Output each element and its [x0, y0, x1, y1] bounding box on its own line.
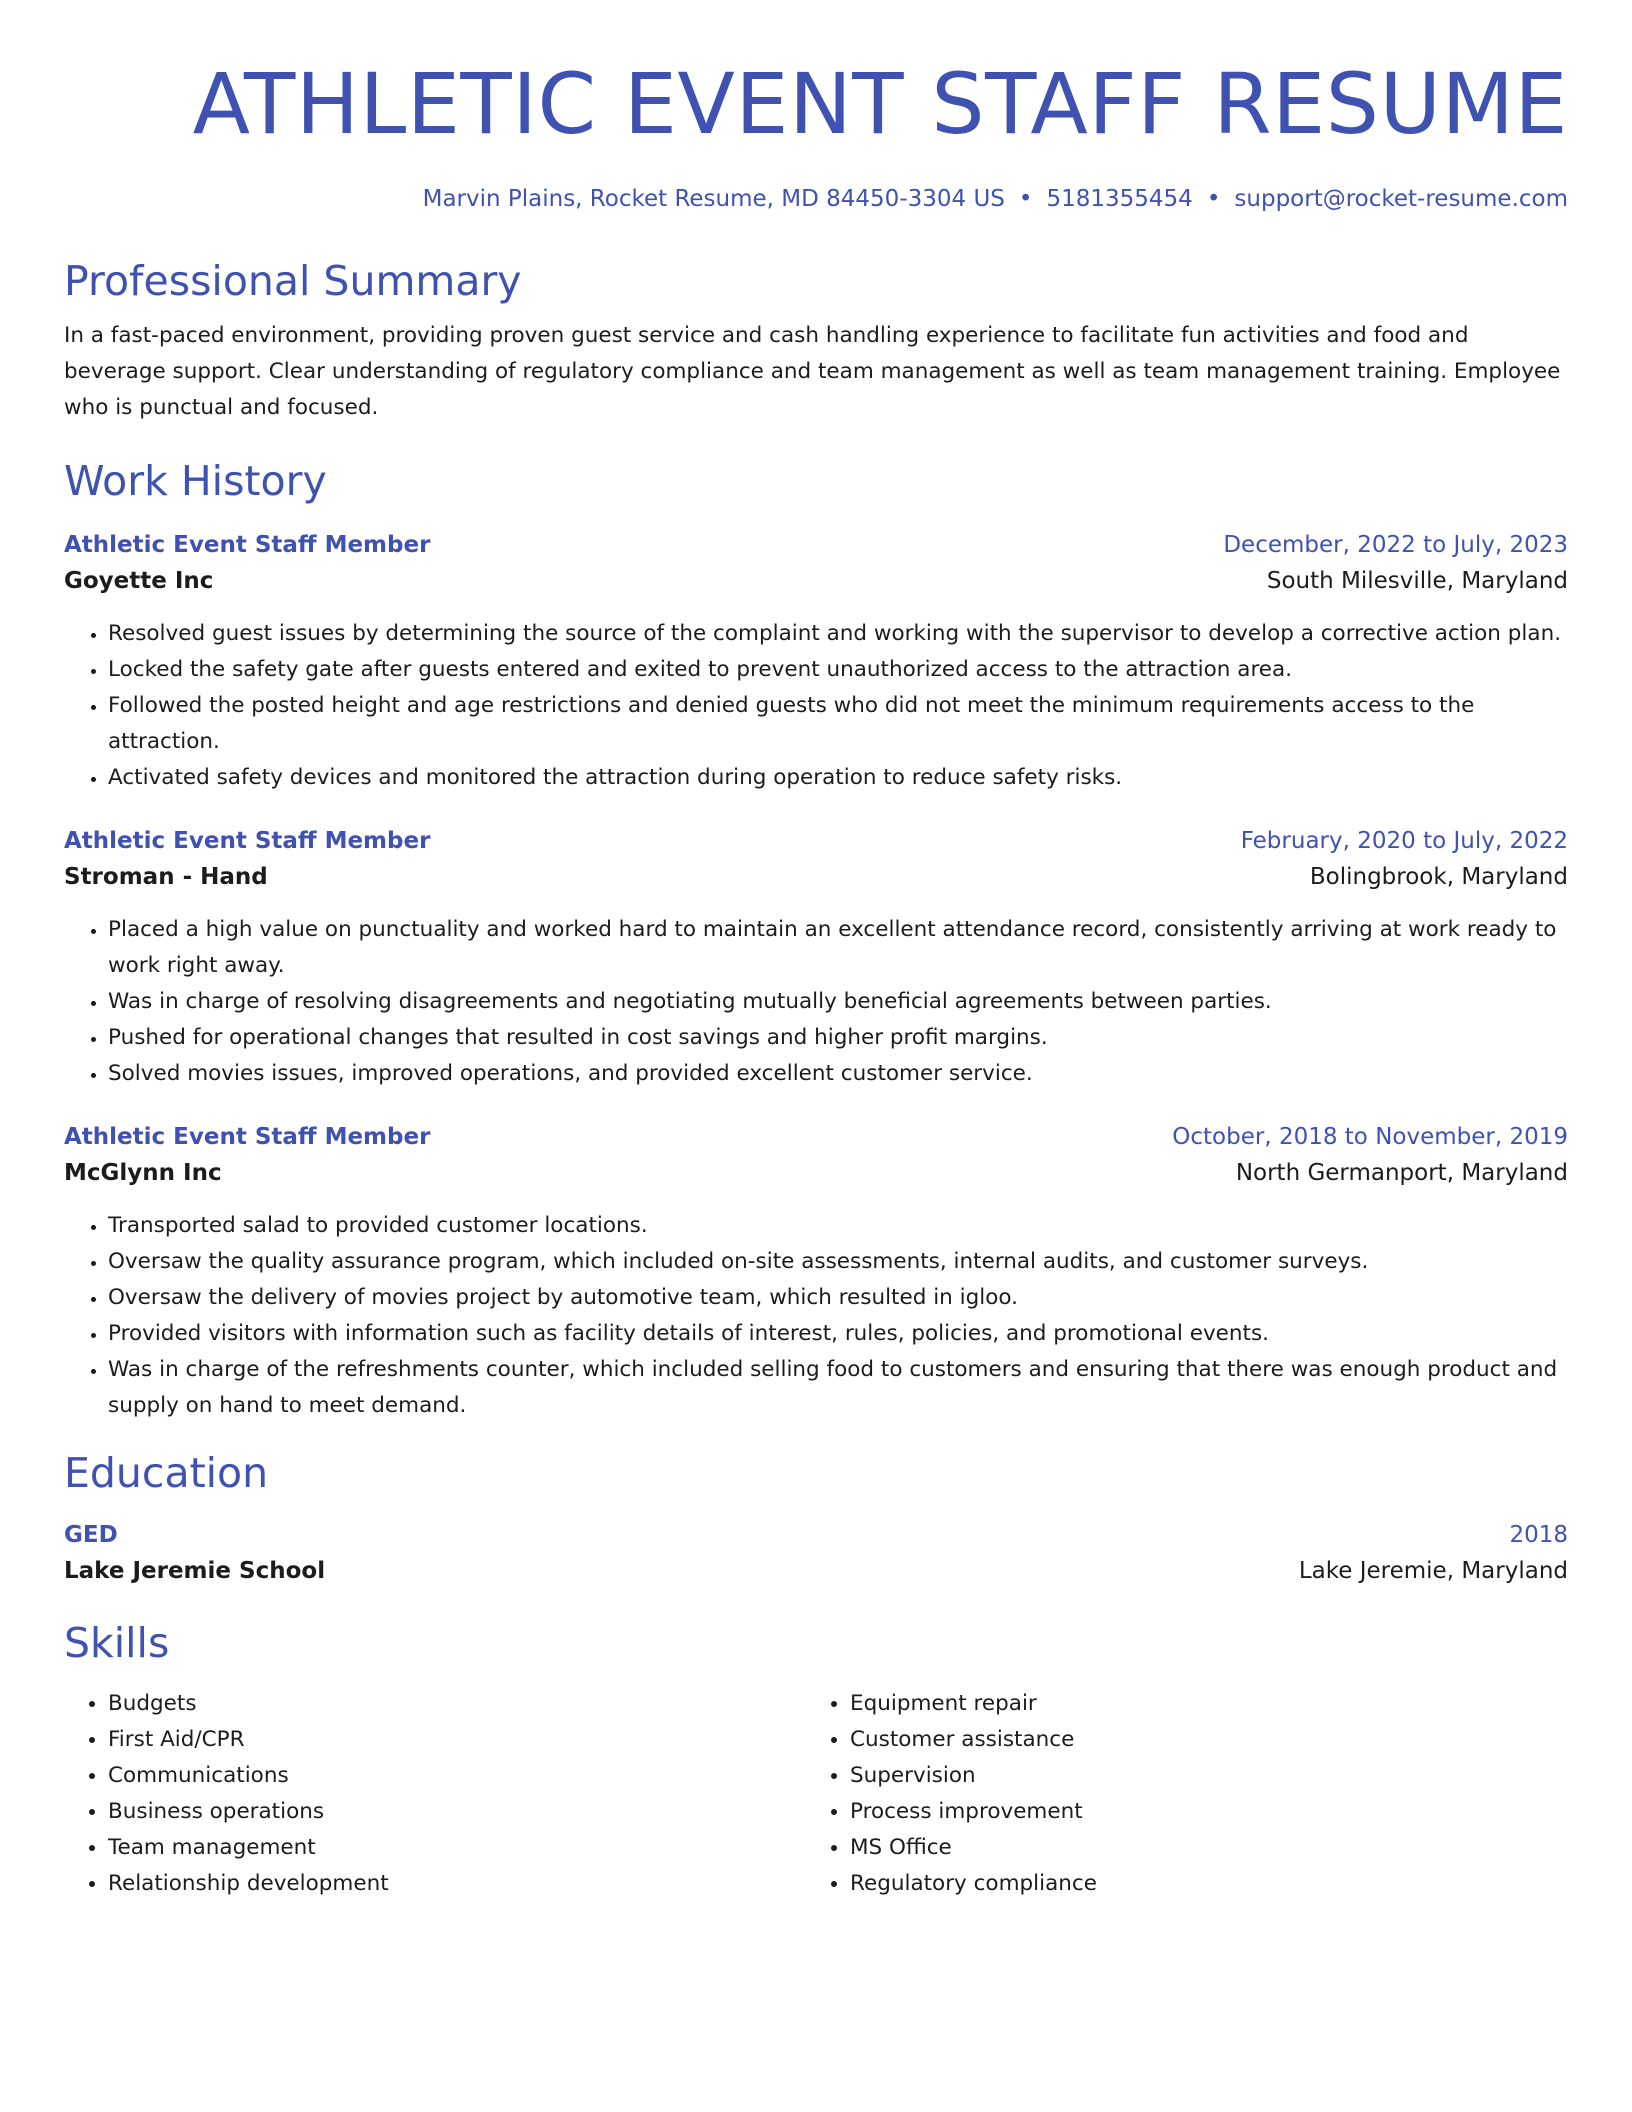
education-location: Lake Jeremie, Maryland	[1298, 1558, 1568, 1584]
job-duty: • Provided visitors with information such as facility details of interest, rules, policies, and promotional events.	[108, 1316, 1568, 1352]
skill-item: • Customer assistance	[850, 1722, 1548, 1758]
education-entry	[64, 1518, 1568, 1590]
resume-title: ATHLETIC EVENT STAFF RESUME	[192, 55, 1568, 153]
summary-text: In a fast-paced environment, providing proven guest service and cash handling experience to facilitate fun activities and food and beverage support. Clear understanding of regulatory compliance and team management as well as team management training. Employee who is punctual and focused.	[64, 323, 1561, 420]
job-duty: • Pushed for operational changes that resulted in cost savings and higher profit margins.	[108, 1020, 1568, 1056]
job-duties	[64, 912, 1568, 1092]
job-company: Stroman - Hand	[64, 864, 268, 890]
job-duty: • Was in charge of the refreshments counter, which included selling food to customers and ensuring that there was enough product and supply on hand to meet demand.	[108, 1352, 1568, 1424]
contact-email[interactable]: support@rocket-resume.com	[1234, 186, 1568, 212]
job-company: McGlynn Inc	[64, 1160, 222, 1186]
job-duties	[64, 1208, 1568, 1424]
skill-item: • Communications	[108, 1758, 806, 1794]
job-duty: • Locked the safety gate after guests entered and exited to prevent unauthorized access to the attraction area.	[108, 652, 1568, 688]
contact-separator: •	[1018, 186, 1033, 212]
skill-item: • Supervision	[850, 1758, 1548, 1794]
job-duty: • Activated safety devices and monitored the attraction during operation to reduce safety risks.	[108, 760, 1568, 796]
skill-item: • Team management	[108, 1830, 806, 1866]
skills-list-left	[64, 1686, 806, 1902]
skills-columns	[64, 1686, 1568, 1902]
job-duty: • Oversaw the delivery of movies project by automotive team, which resulted in igloo.	[108, 1280, 1568, 1316]
contact-separator: •	[1206, 186, 1221, 212]
skill-item: • Equipment repair	[850, 1686, 1548, 1722]
job-location: South Milesville, Maryland	[1266, 568, 1568, 594]
job-dates: December, 2022 to July, 2023	[1223, 532, 1568, 558]
job-duty: • Resolved guest issues by determining the source of the complaint and working with the supervisor to develop a corrective action plan.	[108, 616, 1568, 652]
job-duty: • Solved movies issues, improved operations, and provided excellent customer service.	[108, 1056, 1568, 1092]
job-duty: • Oversaw the quality assurance program, which included on-site assessments, internal audits, and customer surveys.	[108, 1244, 1568, 1280]
job-role: Athletic Event Staff Member	[64, 1124, 431, 1150]
job-duty: • Placed a high value on punctuality and worked hard to maintain an excellent attendance record, consistently arriving at work ready to work right away.	[108, 912, 1568, 984]
job-entry	[64, 1120, 1568, 1424]
contact-phone: 5181355454	[1046, 186, 1193, 212]
job-duty: • Followed the posted height and age restrictions and denied guests who did not meet the minimum requirements access to the attraction.	[108, 688, 1568, 760]
education-school: Lake Jeremie School	[64, 1558, 326, 1584]
skill-item: • Process improvement	[850, 1794, 1548, 1830]
job-entry	[64, 824, 1568, 1092]
job-dates: February, 2020 to July, 2022	[1240, 828, 1568, 854]
job-duty: • Transported salad to provided customer locations.	[108, 1208, 1568, 1244]
job-entry	[64, 528, 1568, 796]
skill-item: • Regulatory compliance	[850, 1866, 1548, 1902]
skill-item: • First Aid/CPR	[108, 1722, 806, 1758]
job-duties	[64, 616, 1568, 796]
job-duty: • Was in charge of resolving disagreements and negotiating mutually beneficial agreements between parties.	[108, 984, 1568, 1020]
job-role: Athletic Event Staff Member	[64, 532, 431, 558]
skill-item: • Budgets	[108, 1686, 806, 1722]
contact-address: Marvin Plains, Rocket Resume, MD 84450-3304 US	[422, 186, 1005, 212]
education-degree: GED	[64, 1522, 118, 1548]
skill-item: • Business operations	[108, 1794, 806, 1830]
job-dates: October, 2018 to November, 2019	[1172, 1124, 1568, 1150]
education-heading: Education	[64, 1449, 269, 1497]
job-location: North Germanport, Maryland	[1235, 1160, 1568, 1186]
education-year: 2018	[1509, 1522, 1568, 1548]
work-history-heading: Work History	[64, 457, 327, 505]
contact-line	[64, 184, 1568, 214]
skill-item: • MS Office	[850, 1830, 1548, 1866]
job-location: Bolingbrook, Maryland	[1309, 864, 1568, 890]
job-company: Goyette Inc	[64, 568, 214, 594]
summary-heading: Professional Summary	[64, 257, 522, 305]
skill-item: • Relationship development	[108, 1866, 806, 1902]
skills-heading: Skills	[64, 1619, 170, 1667]
skills-list-right	[806, 1686, 1548, 1902]
resume-page	[64, 56, 1568, 1902]
job-role: Athletic Event Staff Member	[64, 828, 431, 854]
